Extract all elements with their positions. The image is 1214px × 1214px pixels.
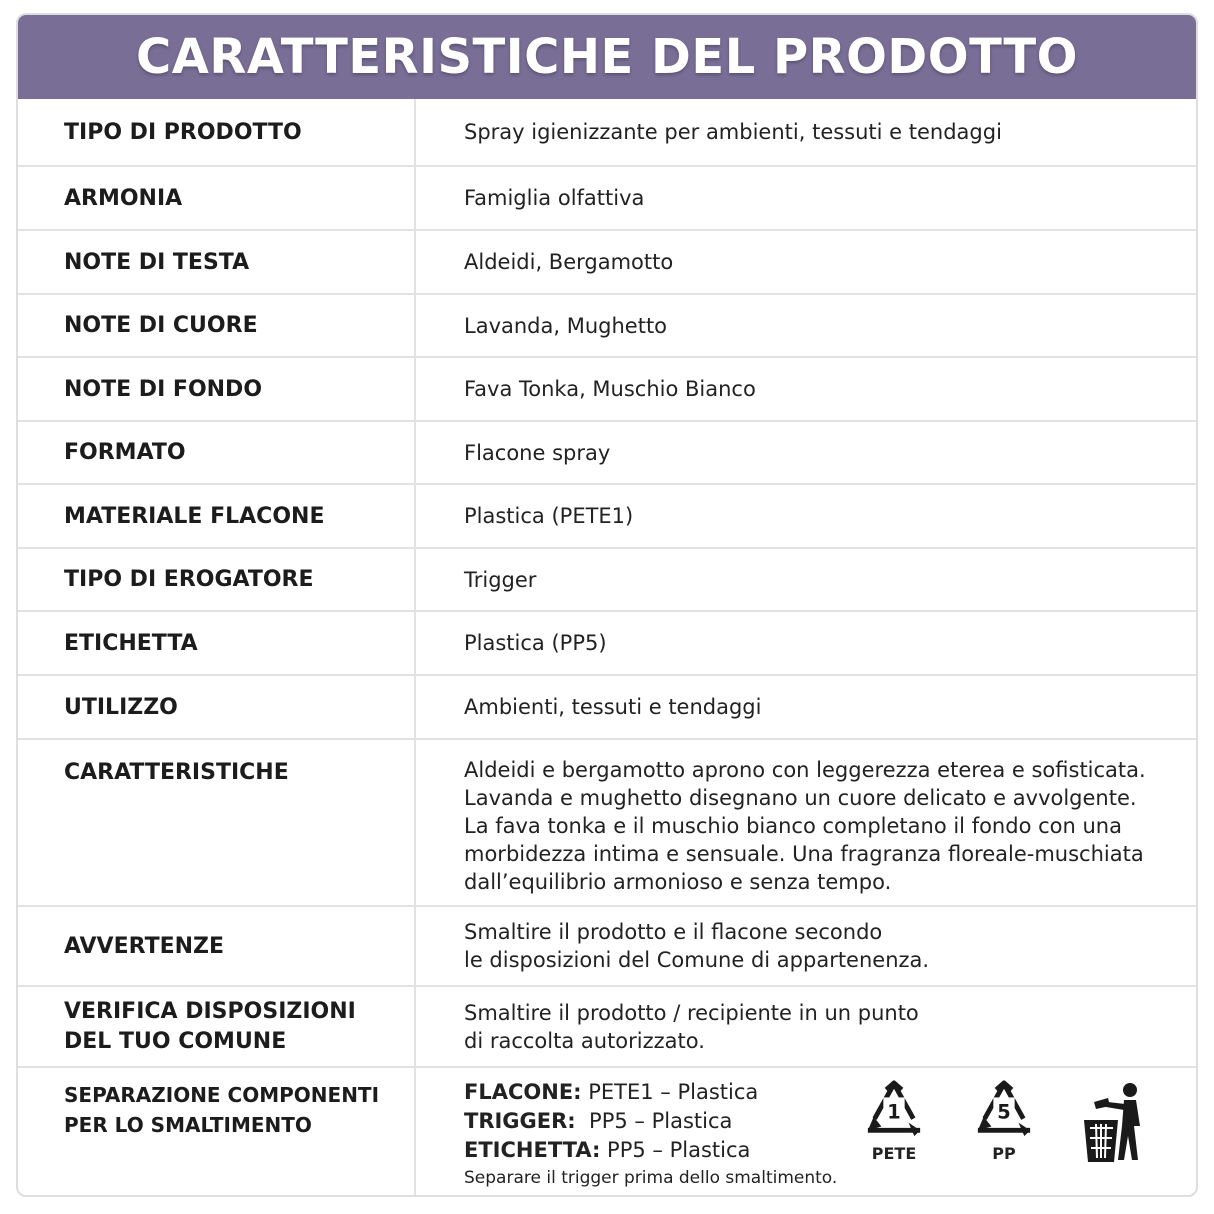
table-row: [18, 676, 1196, 740]
row-value: Plastica (PP5): [464, 631, 607, 655]
row-value: Smaltire il prodotto e il flacone secondo le disposizioni del Comune di appartenenza.: [464, 920, 930, 972]
trash-bin-person-icon: [1078, 1080, 1148, 1168]
row-label: NOTE DI TESTA: [18, 231, 416, 293]
component-line: [464, 1107, 837, 1136]
component-name: FLACONE:: [464, 1080, 582, 1104]
row-label: ETICHETTA: [18, 612, 416, 674]
separation-list: [464, 1078, 837, 1191]
row-value: Lavanda, Mughetto: [464, 313, 668, 338]
component-detail: PP5 – Plastica: [600, 1138, 751, 1162]
product-characteristics-card: [16, 13, 1198, 1197]
row-label: NOTE DI CUORE: [18, 295, 416, 356]
row-value: Flacone spray: [464, 440, 611, 465]
recycle-pp-icon: [968, 1080, 1040, 1168]
characteristics-table: [18, 99, 1196, 1196]
component-name: ETICHETTA:: [464, 1138, 601, 1162]
table-row: [18, 549, 1196, 612]
disposal-icons: [858, 1080, 1148, 1168]
row-value: Aldeidi, Bergamotto: [464, 250, 674, 274]
table-row: [18, 99, 1196, 167]
recycle-caption: PP: [992, 1144, 1016, 1163]
row-value: Plastica (PETE1): [464, 504, 634, 528]
table-row: [18, 907, 1196, 987]
row-label: ARMONIA: [18, 167, 416, 229]
header-bar: [18, 15, 1196, 99]
row-label: UTILIZZO: [18, 676, 416, 738]
recycle-pete-icon: [858, 1080, 930, 1168]
component-line: [464, 1078, 837, 1107]
row-label: MATERIALE FLACONE: [18, 485, 416, 547]
row-label: CARATTERISTICHE: [18, 740, 416, 905]
table-row: [18, 231, 1196, 295]
row-label: SEPARAZIONE COMPONENTI PER LO SMALTIMENTO: [18, 1068, 416, 1196]
row-label: FORMATO: [18, 422, 416, 483]
component-name: TRIGGER:: [464, 1109, 576, 1133]
row-value: Ambienti, tessuti e tendaggi: [464, 695, 762, 719]
row-value: Spray igienizzante per ambienti, tessuti e tendaggi: [464, 120, 1002, 144]
component-detail: PP5 – Plastica: [575, 1109, 733, 1133]
recycle-caption: PETE: [871, 1144, 917, 1163]
recycle-number: 1: [887, 1100, 901, 1124]
table-row: [18, 612, 1196, 676]
row-label: AVVERTENZE: [18, 907, 416, 985]
row-value: Fava Tonka, Muschio Bianco: [464, 377, 756, 401]
row-label: TIPO DI PRODOTTO: [18, 99, 416, 165]
row-label: TIPO DI EROGATORE: [18, 549, 416, 610]
recycle-number: 5: [997, 1100, 1011, 1124]
table-row: [18, 358, 1196, 422]
row-label: VERIFICA DISPOSIZIONI DEL TUO COMUNE: [18, 987, 416, 1066]
table-row: [18, 1068, 1196, 1196]
table-row: [18, 295, 1196, 358]
table-row: [18, 422, 1196, 485]
row-value: Aldeidi e bergamotto aprono con leggerezza eterea e sofisticata. Lavanda e mughetto disegnano un cuore delicato e avvolgente. La fava tonka e il muschio bianco completano il fondo con una morbidezza intima e sensuale. Una fragranza floreale-muschiata dall’equilibrio armonioso e senza tempo.: [464, 758, 1146, 894]
page-title: CARATTERISTICHE DEL PRODOTTO: [136, 29, 1078, 85]
table-row: [18, 987, 1196, 1068]
row-value: Famiglia olfattiva: [464, 186, 645, 210]
table-row: [18, 167, 1196, 231]
table-row: [18, 485, 1196, 549]
component-line: [464, 1136, 837, 1165]
row-value: Trigger: [464, 567, 537, 592]
separation-note: Separare il trigger prima dello smaltimento.: [464, 1168, 838, 1188]
component-detail: PETE1 – Plastica: [581, 1080, 759, 1104]
row-value: Smaltire il prodotto / recipiente in un punto di raccolta autorizzato.: [464, 1000, 919, 1053]
separation-value: [416, 1068, 1196, 1196]
table-row: [18, 740, 1196, 907]
row-label: NOTE DI FONDO: [18, 358, 416, 420]
